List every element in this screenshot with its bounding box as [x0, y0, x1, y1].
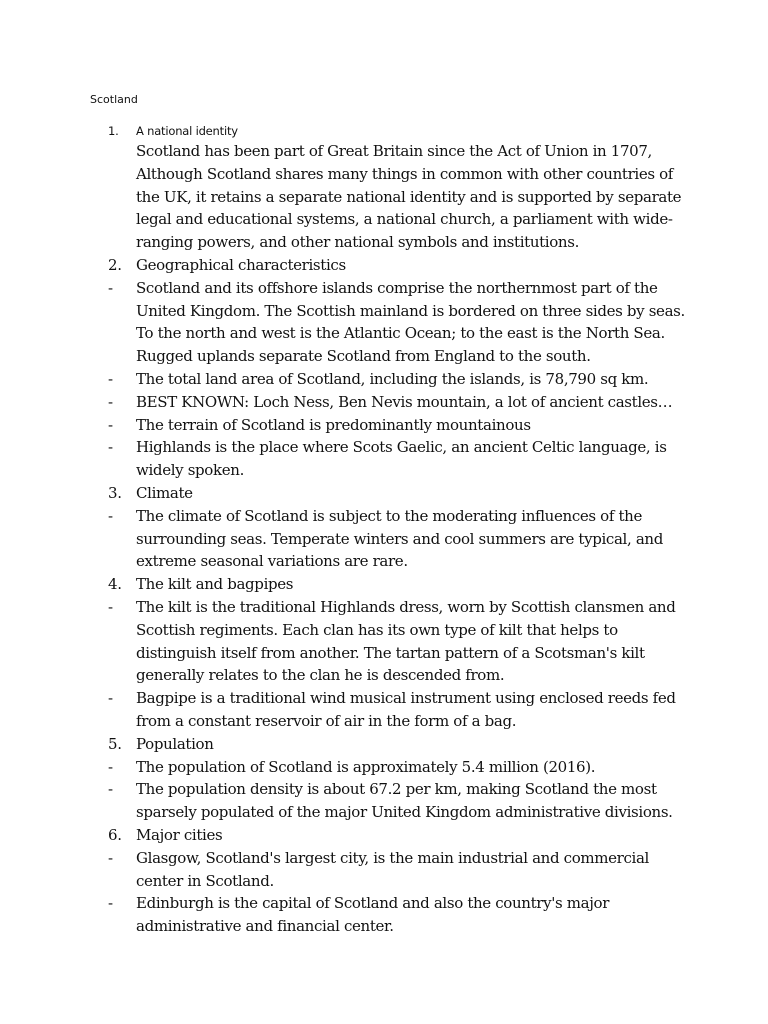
- bullet-text: Glasgow, Scotland's largest city, is the main industrial and commercial center in Scotland.: [136, 848, 650, 890]
- section-heading-text: Population: [136, 734, 214, 753]
- section-list: [108, 122, 698, 938]
- section-heading-climate: [108, 482, 698, 505]
- bullet-marker: -: [108, 506, 113, 525]
- bullet-item: [108, 596, 698, 687]
- section-number: 6.: [108, 825, 122, 844]
- bullet-item: [108, 756, 698, 779]
- section-number: 5.: [108, 734, 122, 753]
- bullet-item: [108, 778, 698, 824]
- bullet-marker: -: [108, 438, 113, 457]
- section-heading-text: Major cities: [136, 825, 223, 844]
- bullet-marker: -: [108, 894, 113, 913]
- section-heading-geography: [108, 254, 698, 277]
- section-heading-text: Geographical characteristics: [136, 255, 346, 274]
- bullet-item: [108, 847, 698, 893]
- section-number: 2.: [108, 255, 122, 274]
- section-heading-text: A national identity: [136, 124, 238, 138]
- bullet-marker: -: [108, 780, 113, 799]
- bullet-item: [108, 687, 698, 733]
- bullet-marker: -: [108, 848, 113, 867]
- bullet-item: [108, 505, 698, 573]
- document-title: Scotland: [90, 93, 138, 106]
- bullet-marker: -: [108, 369, 113, 388]
- bullet-text: Highlands is the place where Scots Gaelic, an ancient Celtic language, is widely spoken.: [136, 438, 667, 480]
- bullet-marker: -: [108, 392, 113, 411]
- section-number: 4.: [108, 575, 122, 594]
- bullet-marker: -: [108, 278, 113, 297]
- bullet-item: [108, 414, 698, 437]
- section-heading-population: [108, 733, 698, 756]
- section-heading-text: Climate: [136, 483, 193, 502]
- section-heading-kilt-bagpipes: [108, 573, 698, 596]
- bullet-text: The climate of Scotland is subject to the moderating influences of the surrounding seas. Temperate winters and cool summers are typical, and extreme seasonal variations are rare.: [136, 506, 663, 571]
- bullet-marker: -: [108, 415, 113, 434]
- bullet-text: BEST KNOWN: Loch Ness, Ben Nevis mountain, a lot of ancient castles…: [136, 392, 673, 411]
- bullet-marker: -: [108, 597, 113, 616]
- bullet-item: [108, 277, 698, 368]
- bullet-item: [108, 391, 698, 414]
- section-paragraph: Scotland has been part of Great Britain since the Act of Union in 1707, Although Scotland shares many things in common with other countries of the UK, it retains a separate national identity and is supported by separate legal and educational systems, a national church, a parliament with wide-ranging powers, and other national symbols and institutions.: [136, 142, 682, 252]
- bullet-item: [108, 892, 698, 938]
- section-heading-major-cities: [108, 824, 698, 847]
- bullet-marker: -: [108, 689, 113, 708]
- section-number: 3.: [108, 483, 122, 502]
- bullet-text: Bagpipe is a traditional wind musical instrument using enclosed reeds fed from a constant reservoir of air in the form of a bag.: [136, 689, 676, 730]
- bullet-item: [108, 368, 698, 391]
- section-number: 1.: [108, 124, 119, 138]
- bullet-item: [108, 436, 698, 482]
- bullet-text: The population density is about 67.2 per km, making Scotland the most sparsely populated of the major United Kingdom administrative divisions.: [136, 780, 673, 822]
- bullet-text: The terrain of Scotland is predominantly mountainous: [136, 415, 531, 434]
- bullet-text: Scotland and its offshore islands comprise the northernmost part of the United Kingdom. The Scottish mainland is bordered on three sides by seas. To the north and west is the Atlantic Ocean; to the east is the North Sea. Rugged uplands separate Scotland from England to the south.: [136, 278, 685, 366]
- section-heading-text: The kilt and bagpipes: [136, 575, 294, 594]
- bullet-text: The population of Scotland is approximately 5.4 million (2016).: [136, 757, 596, 776]
- section-heading-national-identity: [108, 122, 698, 140]
- bullet-text: The kilt is the traditional Highlands dress, worn by Scottish clansmen and Scottish regiments. Each clan has its own type of kilt that helps to distinguish itself from another. The tartan pattern of a Scotsman's kilt generally relates to the clan he is descended from.: [136, 597, 676, 685]
- bullet-text: Edinburgh is the capital of Scotland and also the country's major administrative and financial center.: [136, 894, 610, 936]
- bullet-text: The total land area of Scotland, including the islands, is 78,790 sq km.: [136, 369, 649, 388]
- bullet-marker: -: [108, 757, 113, 776]
